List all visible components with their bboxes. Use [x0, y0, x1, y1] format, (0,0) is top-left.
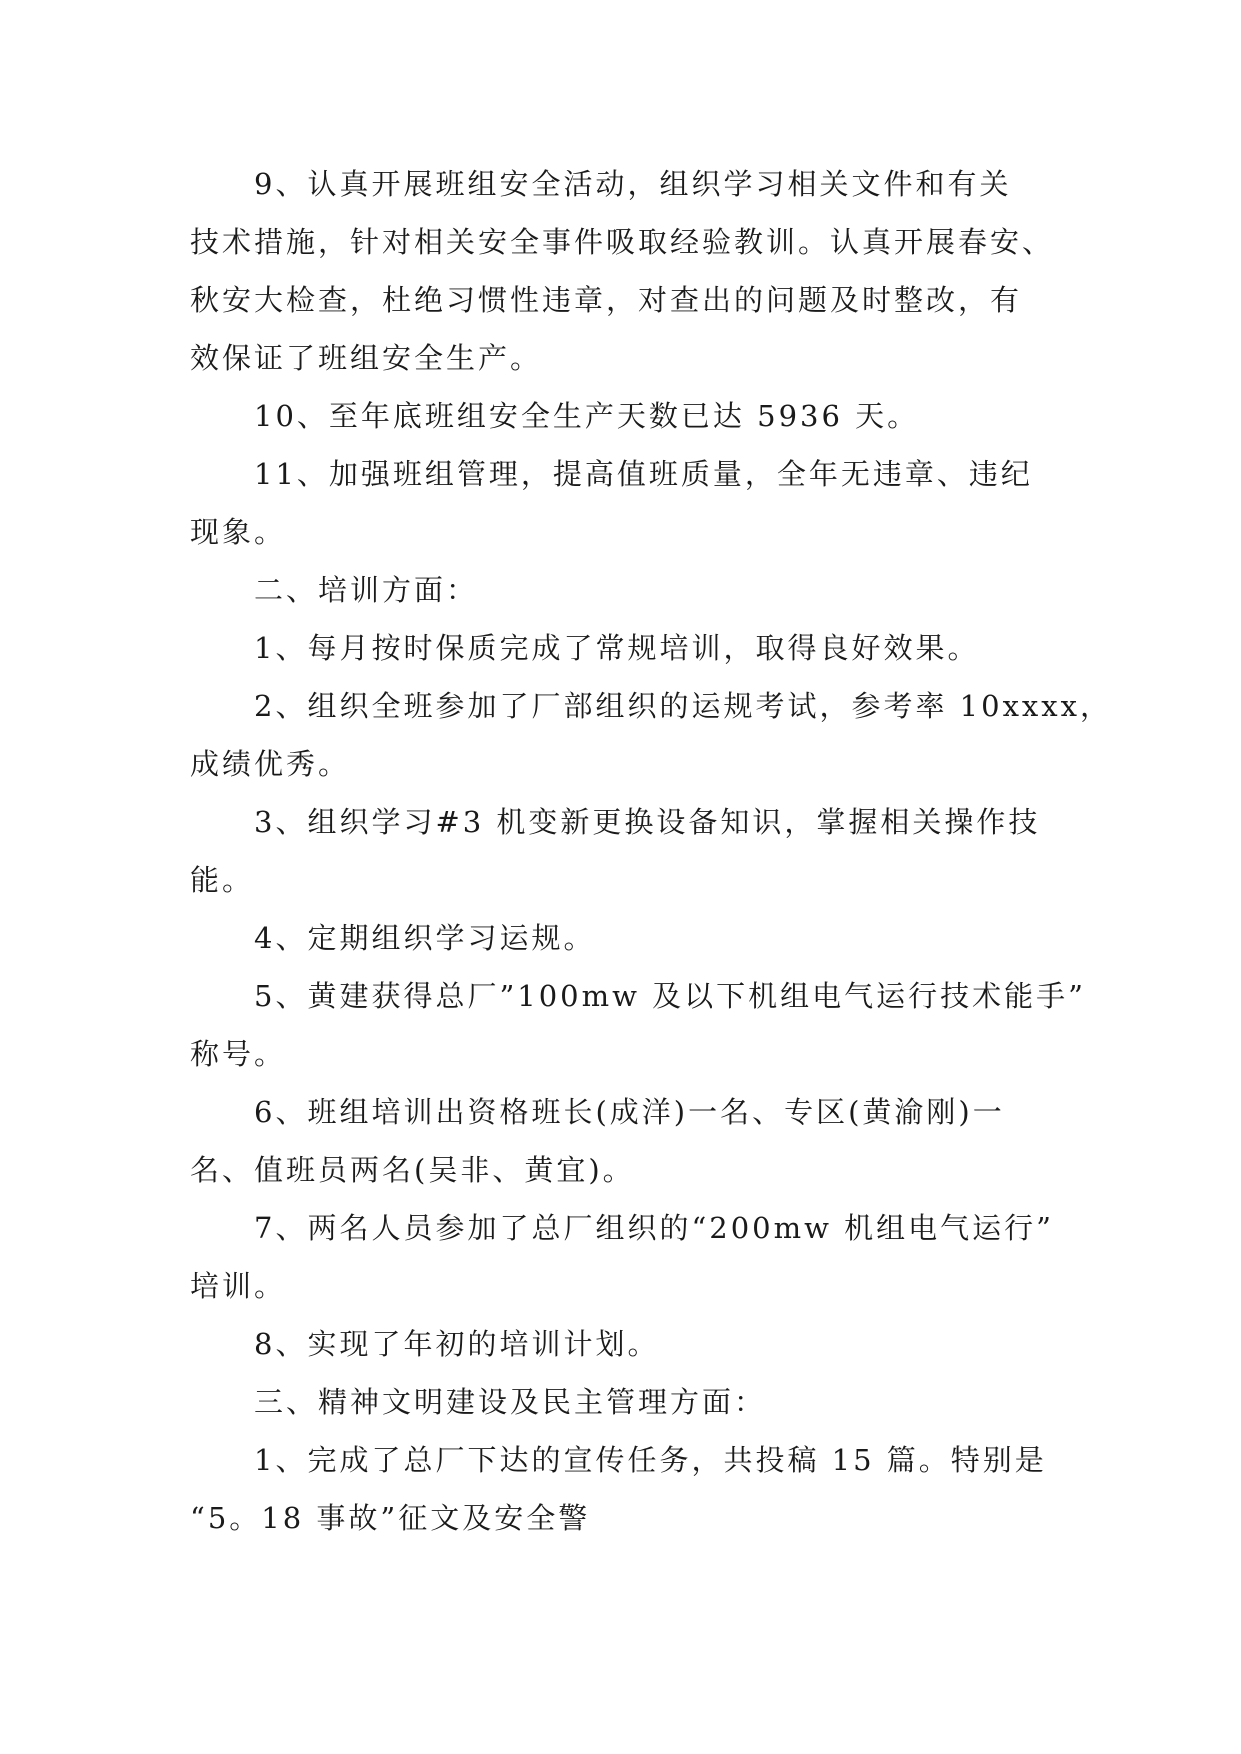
text-line: 10、至年底班组安全生产天数已达 5936 天。 — [254, 399, 920, 433]
text-line: 1、完成了总厂下达的宣传任务，共投稿 15 篇。特别是 — [254, 1443, 1047, 1477]
text-line: 1、每月按时保质完成了常规培训，取得良好效果。 — [254, 631, 980, 665]
paragraph-equipment-study — [190, 793, 1050, 909]
paragraph-award — [190, 967, 1086, 1083]
text-line: 6、班组培训出资格班长(成洋)一名、专区(黄渝刚)一 — [254, 1095, 1005, 1129]
paragraph-safety-activities — [190, 155, 1055, 387]
text-line: 秋安大检查，杜绝习惯性违章，对查出的问题及时整改，有 — [190, 283, 1023, 317]
paragraph-qualified-staff — [190, 1083, 1050, 1199]
paragraph-team-management — [190, 445, 1050, 561]
paragraph-publicity — [190, 1431, 1050, 1547]
paragraph-monthly-training — [190, 619, 1050, 677]
paragraph-exam — [190, 677, 1112, 793]
paragraph-safe-days — [190, 387, 1050, 445]
text-line: 名、值班员两名(吴非、黄宜)。 — [190, 1153, 635, 1187]
section-heading: 三、精神文明建设及民主管理方面： — [254, 1385, 767, 1419]
text-line: 11、加强班组管理，提高值班质量，全年无违章、违纪 — [254, 457, 1033, 491]
text-line: 效保证了班组安全生产。 — [190, 341, 543, 375]
text-line: 3、组织学习#3 机变新更换设备知识，掌握相关操作技 — [254, 805, 1041, 839]
text-line: 成绩优秀。 — [190, 747, 351, 781]
paragraph-regular-study — [190, 909, 1050, 967]
text-line: 8、实现了年初的培训计划。 — [254, 1327, 660, 1361]
text-line: 5、黄建获得总厂”100mw 及以下机组电气运行技术能手” — [254, 979, 1086, 1013]
text-line: 4、定期组织学习运规。 — [254, 921, 596, 955]
text-line: 能。 — [190, 863, 255, 897]
text-line: 现象。 — [190, 515, 287, 549]
text-line: 7、两名人员参加了总厂组织的“200mw 机组电气运行” — [254, 1211, 1054, 1245]
text-line: 9、认真开展班组安全活动，组织学习相关文件和有关 — [254, 167, 1012, 201]
text-line: 技术措施，针对相关安全事件吸取经验教训。认真开展春安、 — [190, 225, 1055, 259]
paragraph-external-training — [190, 1199, 1054, 1315]
section-heading-civilization — [190, 1373, 1050, 1431]
text-line: 称号。 — [190, 1037, 287, 1071]
section-heading: 二、培训方面： — [254, 573, 479, 607]
text-line: 2、组织全班参加了厂部组织的运规考试，参考率 10xxxx， — [254, 689, 1112, 723]
paragraph-training-plan — [190, 1315, 1050, 1373]
section-heading-training — [190, 561, 1050, 619]
document-body — [190, 155, 1112, 1547]
text-line: “5。18 事故”征文及安全警 — [190, 1501, 591, 1535]
text-line: 培训。 — [190, 1269, 287, 1303]
